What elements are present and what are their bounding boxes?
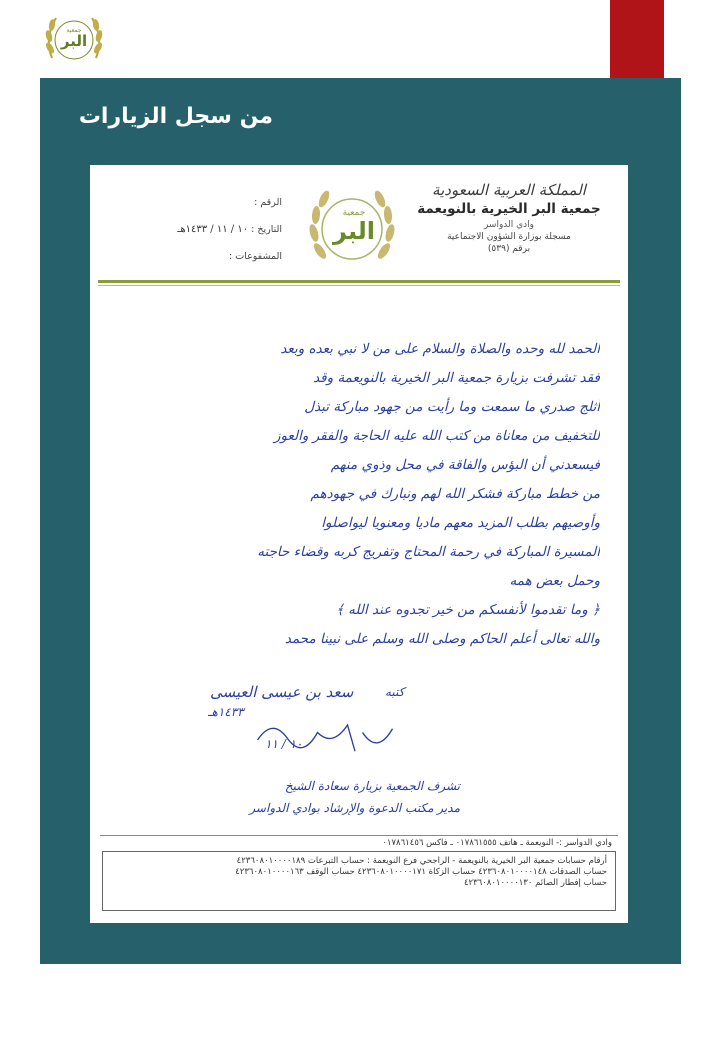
- attachments-label: المشفوعات :: [229, 251, 282, 262]
- letter-line: الحمد لله وحده والصلاة والسلام على من لا نبي بعده وبعد: [280, 341, 600, 357]
- accounts-line: حساب إفطار الصائم ٤٢٣٦٠٨٠١٠٠٠٠١٣٠: [463, 878, 607, 888]
- signature-year: ١٤٣٣هـ: [208, 705, 244, 719]
- letter-line: فقد تشرفت بزيارة جمعية البر الخيرية بالنويعمة وقد: [313, 370, 600, 386]
- footer-divider: [100, 835, 618, 836]
- svg-text:البر: البر: [60, 32, 88, 50]
- association-logo: [38, 8, 110, 72]
- svg-text:البر: البر: [333, 217, 375, 245]
- date-value: ١٠ / ١١ / ١٤٣٣هـ: [177, 224, 249, 235]
- letter-line: وأوصيهم بطلب المزيد معهم ماديا ومعنويا ليواصلوا: [321, 515, 600, 531]
- footer-accounts: [102, 851, 616, 911]
- letterhead-org-block: [404, 181, 614, 254]
- written-by-label: كتبه: [385, 685, 405, 699]
- svg-text:جمعية: جمعية: [66, 27, 82, 34]
- letterhead-logo: [302, 181, 402, 277]
- letter-line: من خطط مباركة فشكر الله لهم ونبارك في جهودهم: [310, 486, 600, 502]
- number-field: [112, 197, 282, 208]
- signature-date: ١٠ / ١١: [265, 737, 303, 751]
- note-line: تشرف الجمعية بزيارة سعادة الشيخ: [284, 779, 460, 793]
- wheat-wreath-icon: [38, 8, 110, 72]
- note-line: مدير مكتب الدعوة والإرشاد بوادي الدواسر: [249, 801, 460, 815]
- number-label: الرقم :: [254, 197, 282, 208]
- letter-line: وحمل بعض همه: [509, 573, 600, 589]
- kingdom-name: المملكة العربية السعودية: [432, 181, 586, 199]
- slide-title: من سجل الزيارات: [78, 104, 273, 129]
- letter-line: المسيرة المباركة في رحمة المحتاج وتفريج كربه وقضاء حاجته: [257, 544, 600, 560]
- attachments-field: [112, 251, 282, 262]
- registration-text: مسجلة بوزارة الشؤون الاجتماعية: [447, 232, 571, 242]
- date-field: [112, 224, 282, 235]
- letterhead-fields: [112, 197, 282, 278]
- date-label: التاريخ :: [251, 224, 282, 235]
- footer-contact: وادي الدواسر :- النويعمة ـ هاتف ٠١٧٨٦١٥٥٥ ـ فاكس ٠١٧٨٦١٤٥٦: [382, 838, 612, 848]
- letter-line: ﴿ وما تقدموا لأنفسكم من خير تجدوه عند الله ﴾: [335, 602, 600, 618]
- letterhead-rule-thin: [98, 285, 620, 286]
- letter-line: والله تعالى أعلم الحاكم وصلى الله وسلم على نبينا محمد: [284, 631, 600, 647]
- accounts-line: حساب الصدقات ٤٢٣٦٠٨٠١٠٠٠٠١٤٨ حساب الزكاة ٤٢٣٦٠٨٠١٠٠٠٠١٧١ حساب الوقف ٤٢٣٦٠٨٠١٠٠٠٠١٦٣: [235, 867, 607, 877]
- association-location: وادي الدواسر: [483, 220, 535, 230]
- handwritten-letter-body: [120, 335, 600, 654]
- accounts-line: أرقام حسابات جمعية البر الخيرية بالنويعمة - الراجحي فرع النويعمة : حساب التبرعات ٤٢٣٦٠٨٠١٠٠٠٠١٨٩: [236, 856, 607, 866]
- letterhead-rule: [98, 280, 620, 283]
- association-name: جمعية البر الخيرية بالنويعمة: [417, 201, 601, 217]
- letter-line: للتخفيف من معاناة من كتب الله عليه الحاجة والفقر والعوز: [273, 428, 600, 444]
- signer-name: سعد بن عيسى العيسى: [210, 683, 354, 701]
- svg-text:جمعية: جمعية: [342, 208, 366, 218]
- wheat-emblem-icon: [302, 181, 402, 277]
- letter-line: فيسعدني أن البؤس والفاقة في محل وذوي منهم: [330, 457, 600, 473]
- letter-line: أثلج صدري ما سمعت وما رأيت من جهود مباركة تبذل: [304, 399, 600, 415]
- visit-note: [160, 775, 460, 819]
- scanned-letter: [90, 165, 628, 923]
- registration-number: برقم (٥٣٩): [487, 244, 531, 254]
